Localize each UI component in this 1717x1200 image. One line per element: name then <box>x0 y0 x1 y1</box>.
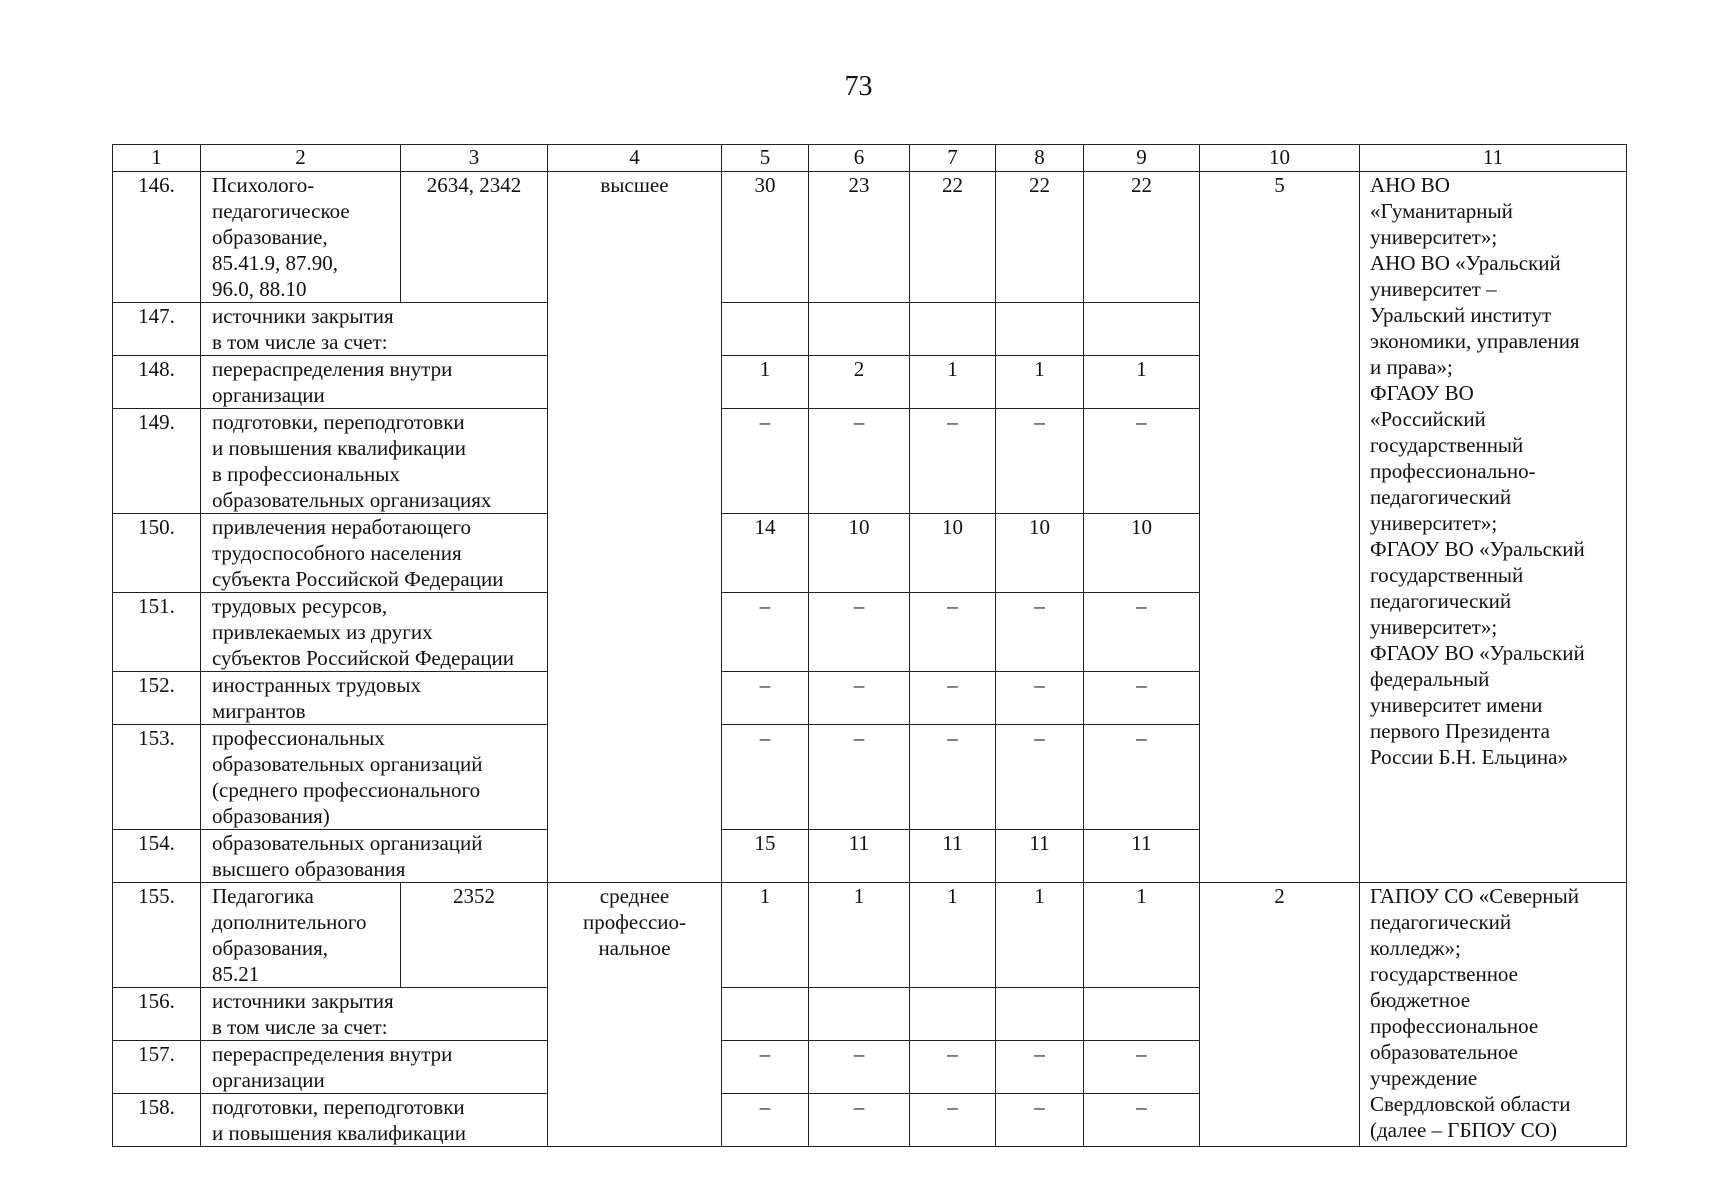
value-cell: 11 <box>809 830 910 883</box>
value-cell: – <box>1084 725 1200 830</box>
value-cell: 11 <box>910 830 996 883</box>
row-number: 156. <box>113 988 201 1041</box>
value-cell <box>809 988 910 1041</box>
value-cell: 23 <box>809 172 910 303</box>
value-cell: – <box>1084 672 1200 725</box>
value-cell: – <box>809 1041 910 1094</box>
value-cell: 14 <box>722 514 809 593</box>
row-number: 146. <box>113 172 201 303</box>
row-label: привлечения неработающего трудоспособного населения субъекта Российской Федерации <box>201 514 548 593</box>
value-cell: – <box>1084 593 1200 672</box>
value-cell: – <box>910 1041 996 1094</box>
organizations-list: АНО ВО «Гуманитарный университет»; АНО ВО «Уральский университет – Уральский институт экономики, управления и права»; ФГАОУ ВО «Российский государственный профессионально- педагогический университет»; ФГАОУ ВО «Уральский государственный педагогический университет»; ФГАОУ ВО «Уральский федеральный университет имени первого Президента России Б.Н. Ельцина» <box>1360 172 1627 883</box>
row-label: подготовки, переподготовки и повышения квалификации в профессиональных образовательных организациях <box>201 409 548 514</box>
value-cell <box>722 988 809 1041</box>
page-number: 73 <box>844 71 873 102</box>
value-cell: 1 <box>809 883 910 988</box>
value-cell <box>1084 303 1200 356</box>
header-cell: 4 <box>548 145 722 172</box>
occupation-code: 2352 <box>401 883 548 988</box>
organizations-list: ГАПОУ СО «Северный педагогический колледж»; государственное бюджетное профессиональное образовательное учреждение Свердловской области (далее – ГБПОУ СО) <box>1360 883 1627 1147</box>
value-cell <box>1084 988 1200 1041</box>
row-number: 153. <box>113 725 201 830</box>
header-cell: 8 <box>996 145 1084 172</box>
header-cell: 7 <box>910 145 996 172</box>
value-cell: – <box>722 672 809 725</box>
row-label: перераспределения внутри организации <box>201 356 548 409</box>
header-cell: 2 <box>201 145 401 172</box>
row-label: источники закрытия в том числе за счет: <box>201 303 548 356</box>
header-cell: 3 <box>401 145 548 172</box>
value-cell: – <box>996 1041 1084 1094</box>
value-cell <box>996 303 1084 356</box>
value-cell: 1 <box>722 356 809 409</box>
row-label: профессиональных образовательных организаций (среднего профессионального образования) <box>201 725 548 830</box>
row-number: 158. <box>113 1094 201 1147</box>
row-number: 157. <box>113 1041 201 1094</box>
value-cell: – <box>910 409 996 514</box>
value-cell: 2 <box>809 356 910 409</box>
table-row <box>113 172 1627 303</box>
header-cell: 9 <box>1084 145 1200 172</box>
value-cell: 15 <box>722 830 809 883</box>
value-cell: – <box>722 409 809 514</box>
row-number: 152. <box>113 672 201 725</box>
value-cell <box>910 988 996 1041</box>
value-cell: 10 <box>996 514 1084 593</box>
row-number: 154. <box>113 830 201 883</box>
value-cell: 1 <box>1084 356 1200 409</box>
value-cell: 10 <box>1084 514 1200 593</box>
value-cell: 1 <box>1084 883 1200 988</box>
value-cell: 1 <box>910 883 996 988</box>
value-cell <box>722 303 809 356</box>
value-cell: – <box>722 1041 809 1094</box>
value-cell: – <box>1084 409 1200 514</box>
header-cell: 10 <box>1200 145 1360 172</box>
table-row <box>113 883 1627 988</box>
value-cell: – <box>996 593 1084 672</box>
value-cell <box>996 988 1084 1041</box>
value-cell: 30 <box>722 172 809 303</box>
value-cell: 22 <box>1084 172 1200 303</box>
row-label: трудовых ресурсов, привлекаемых из других субъектов Российской Федерации <box>201 593 548 672</box>
value-cell: – <box>809 1094 910 1147</box>
value-cell: 22 <box>910 172 996 303</box>
value-cell: 10 <box>809 514 910 593</box>
row-label: Психолого- педагогическое образование, 85.41.9, 87.90, 96.0, 88.10 <box>201 172 401 303</box>
value-cell: 1 <box>996 356 1084 409</box>
value-cell: – <box>910 1094 996 1147</box>
value-cell: – <box>1084 1041 1200 1094</box>
col10-value: 5 <box>1200 172 1360 883</box>
value-cell: – <box>910 672 996 725</box>
value-cell: 1 <box>910 356 996 409</box>
header-cell: 5 <box>722 145 809 172</box>
value-cell: – <box>996 672 1084 725</box>
value-cell: – <box>809 409 910 514</box>
value-cell: – <box>910 725 996 830</box>
row-number: 148. <box>113 356 201 409</box>
value-cell: 11 <box>996 830 1084 883</box>
value-cell: – <box>722 1094 809 1147</box>
header-row <box>113 145 1627 172</box>
value-cell: 22 <box>996 172 1084 303</box>
row-number: 151. <box>113 593 201 672</box>
value-cell: – <box>910 593 996 672</box>
row-number: 155. <box>113 883 201 988</box>
value-cell: – <box>722 725 809 830</box>
header-cell: 6 <box>809 145 910 172</box>
value-cell: 1 <box>996 883 1084 988</box>
value-cell: – <box>996 725 1084 830</box>
occupation-code: 2634, 2342 <box>401 172 548 303</box>
value-cell: 10 <box>910 514 996 593</box>
value-cell: – <box>996 409 1084 514</box>
row-label: перераспределения внутри организации <box>201 1041 548 1094</box>
workforce-table <box>112 144 1627 1147</box>
row-number: 149. <box>113 409 201 514</box>
row-number: 150. <box>113 514 201 593</box>
value-cell: – <box>722 593 809 672</box>
col10-value: 2 <box>1200 883 1360 1147</box>
education-level: среднее профессио- нальное <box>548 883 722 1147</box>
row-number: 147. <box>113 303 201 356</box>
value-cell: 11 <box>1084 830 1200 883</box>
education-level: высшее <box>548 172 722 883</box>
value-cell: – <box>809 725 910 830</box>
value-cell: 1 <box>722 883 809 988</box>
header-cell: 11 <box>1360 145 1627 172</box>
row-label: Педагогика дополнительного образования, 85.21 <box>201 883 401 988</box>
value-cell: – <box>809 672 910 725</box>
row-label: образовательных организаций высшего образования <box>201 830 548 883</box>
value-cell <box>809 303 910 356</box>
value-cell: – <box>809 593 910 672</box>
header-cell: 1 <box>113 145 201 172</box>
row-label: иностранных трудовых мигрантов <box>201 672 548 725</box>
row-label: подготовки, переподготовки и повышения квалификации <box>201 1094 548 1147</box>
value-cell: – <box>1084 1094 1200 1147</box>
row-label: источники закрытия в том числе за счет: <box>201 988 548 1041</box>
value-cell: – <box>996 1094 1084 1147</box>
value-cell <box>910 303 996 356</box>
